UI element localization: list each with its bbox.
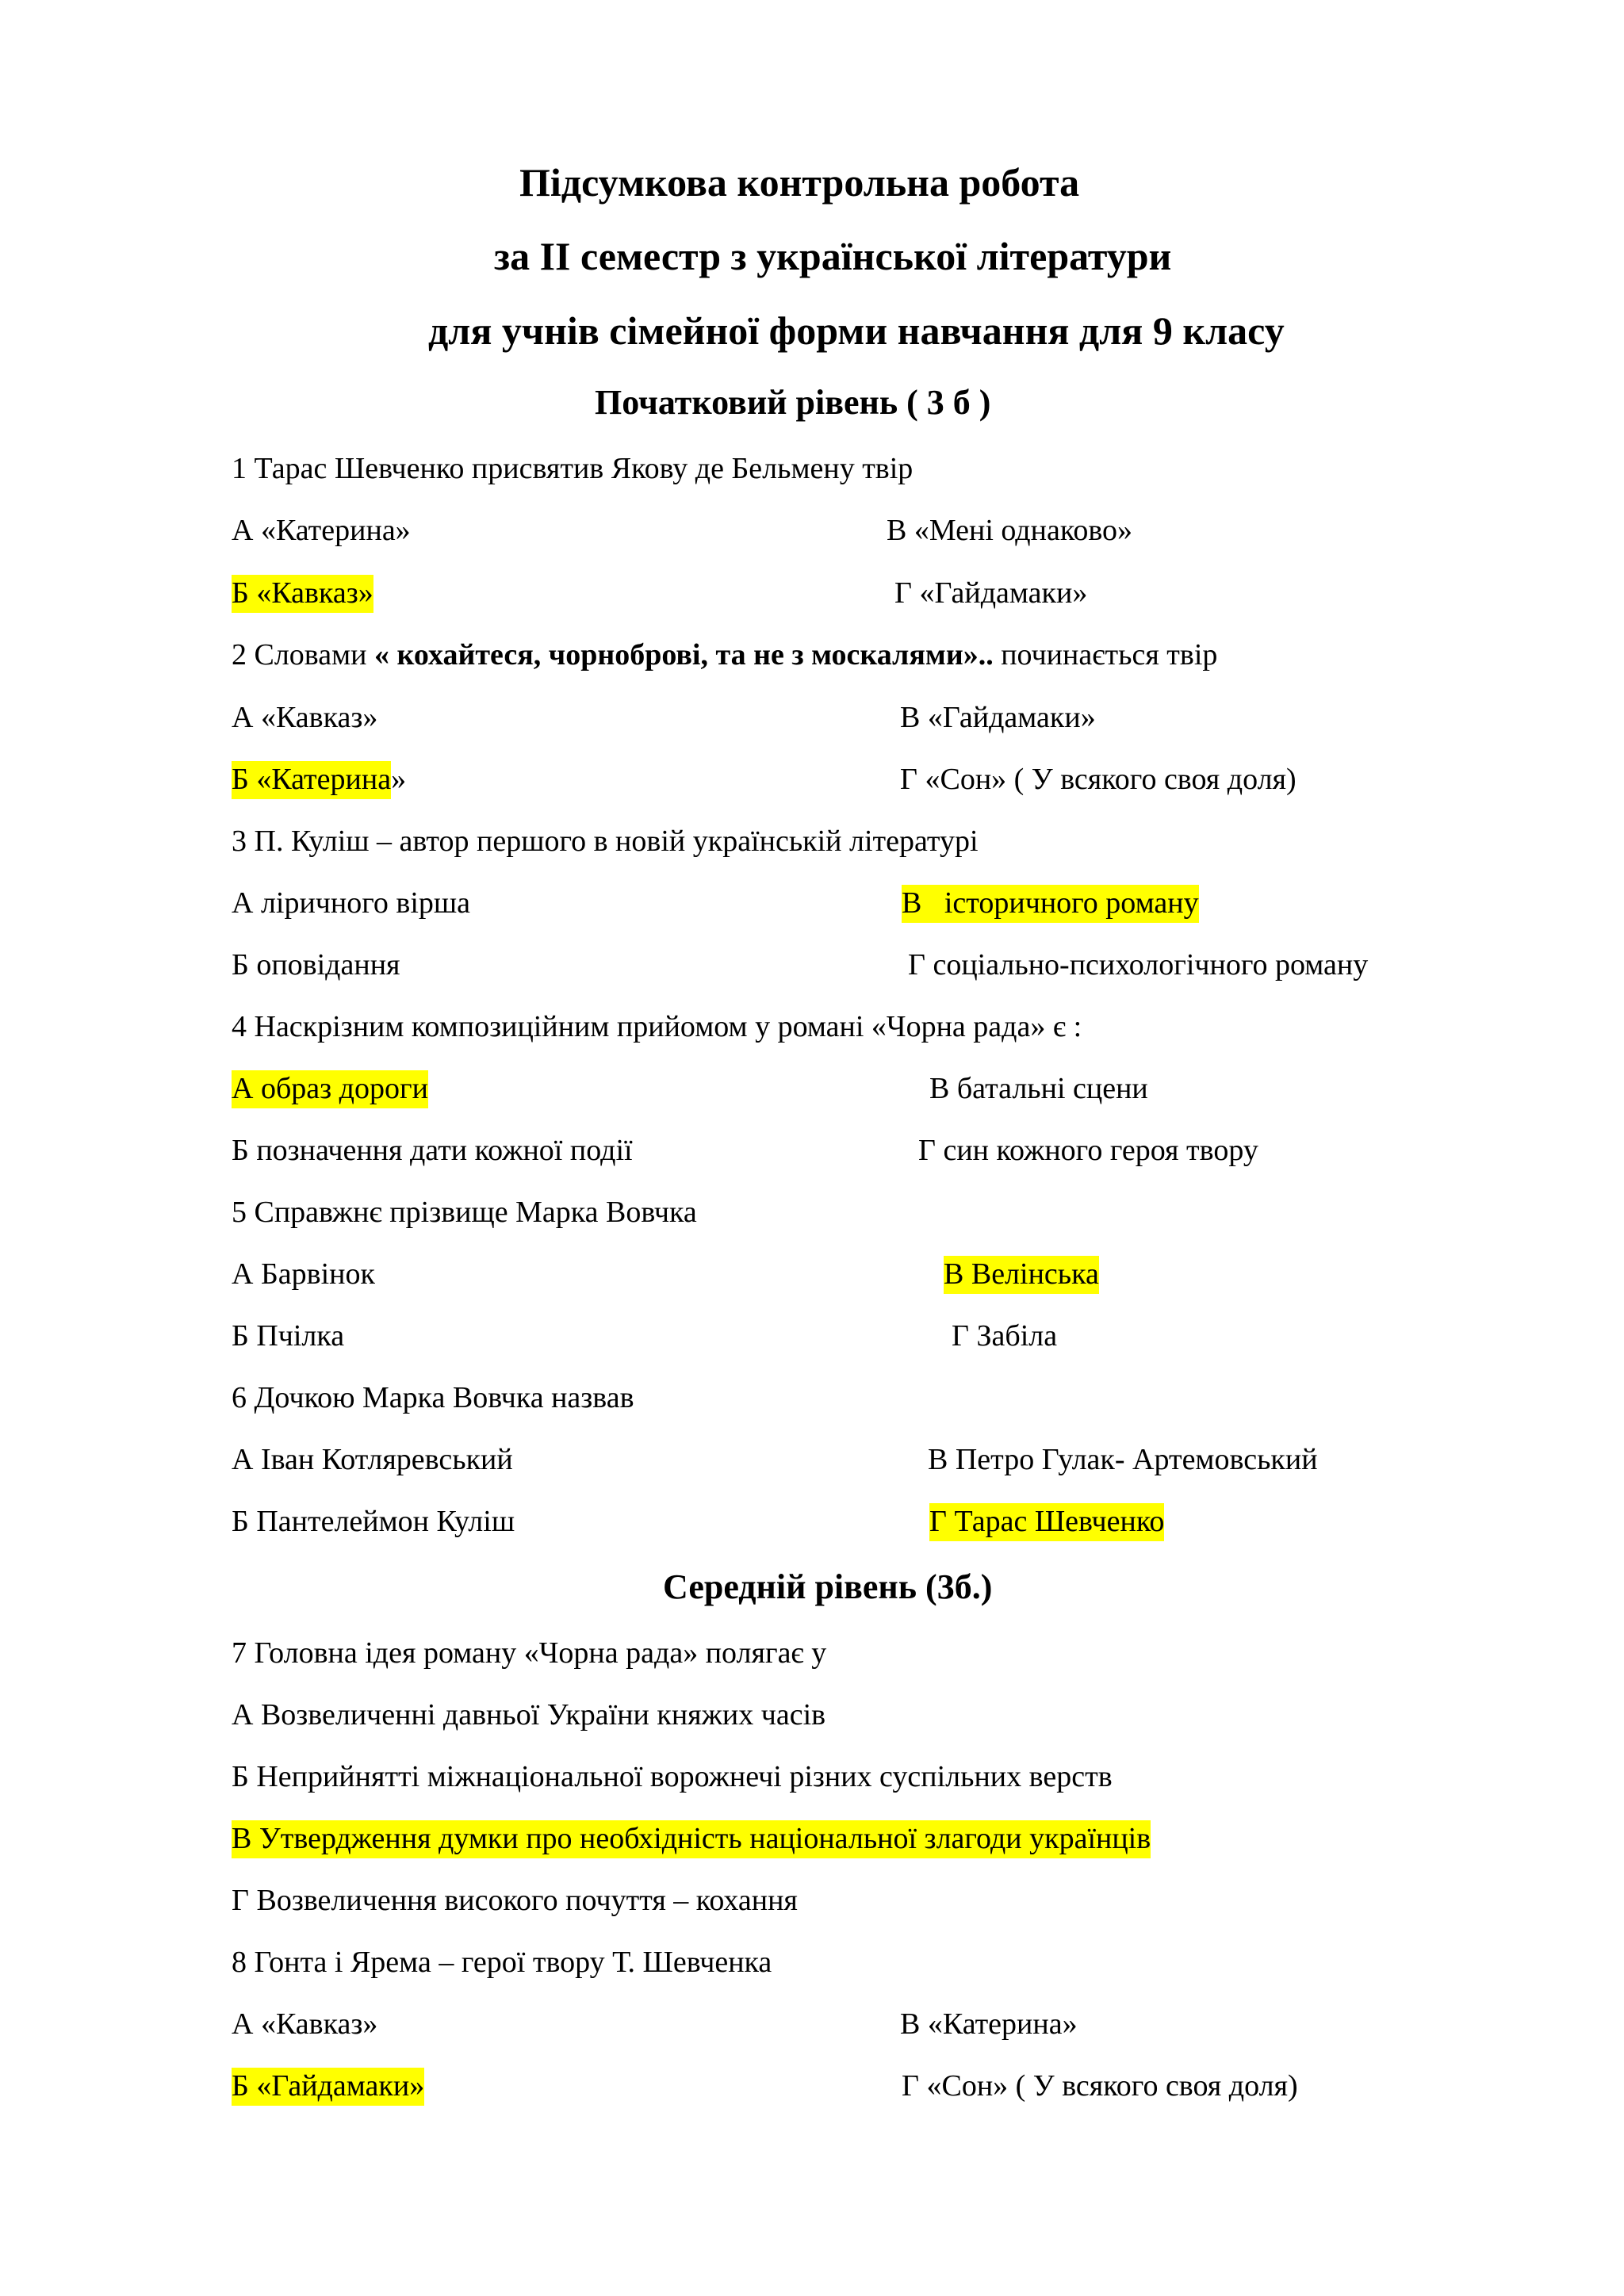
question-3: 3 П. Куліш – автор першого в новій українській літературі — [232, 825, 979, 858]
q7-option-a: А Возвеличенні давньої України княжих часів — [232, 1698, 826, 1732]
q2-option-b-rest: » — [391, 763, 407, 796]
question-6: 6 Дочкою Марка Вовчка назвав — [232, 1381, 634, 1414]
question-1: 1 Тарас Шевченко присвятив Якову де Бельмену твір — [232, 452, 914, 485]
q2-option-b-correct — [232, 764, 406, 794]
q4-option-g: Г син кожного героя твору — [918, 1134, 1258, 1167]
question-4: 4 Наскрізним композиційним прийомом у романі «Чорна рада» є : — [232, 1010, 1082, 1043]
q5-option-b: Б Пчілка — [232, 1319, 345, 1353]
q8-option-b-correct — [232, 2071, 424, 2101]
title-line-2: за ІІ семестр з української літератури — [494, 234, 1172, 278]
q6-option-b: Б Пантелеймон Куліш — [232, 1505, 515, 1538]
q4-option-v: В батальні сцени — [929, 1072, 1148, 1105]
q2-quote: « кохайтеся, чорноброві, та не з москалями».. — [374, 638, 994, 672]
q3-option-b: Б оповідання — [232, 948, 400, 982]
q1-option-a: А «Катерина» — [232, 514, 411, 547]
question-8: 8 Гонта і Ярема – герої твору Т. Шевченка — [232, 1946, 772, 1979]
title-line-3: для учнів сімейної форми навчання для 9 класу — [428, 308, 1285, 353]
q8-option-a: А «Кавказ» — [232, 2007, 378, 2041]
question-5: 5 Справжнє прізвище Марка Вовчка — [232, 1196, 697, 1229]
q2-option-v: В «Гайдамаки» — [900, 701, 1096, 734]
q6-option-v: В Петро Гулак- Артемовський — [928, 1443, 1318, 1476]
section-heading-initial-level: Початковий рівень ( 3 б ) — [595, 383, 991, 422]
q6-option-g-correct — [929, 1506, 1164, 1536]
question-2 — [232, 640, 1217, 670]
answer-highlight: Г Тарас Шевченко — [929, 1503, 1164, 1541]
q7-option-v-correct — [232, 1823, 1151, 1854]
q2-prefix: 2 Словами — [232, 638, 374, 672]
answer-highlight: В Велінська — [944, 1256, 1099, 1294]
q1-option-b-correct — [232, 578, 373, 608]
answer-highlight: Б «Гайдамаки» — [232, 2068, 424, 2106]
answer-highlight: А образ дороги — [232, 1070, 428, 1108]
q3-option-v-correct — [902, 888, 1199, 918]
section-heading-middle-level: Середній рівень (3б.) — [663, 1567, 993, 1606]
q8-option-v: В «Катерина» — [900, 2007, 1078, 2041]
q2-suffix: починається твір — [993, 638, 1218, 672]
q3-option-g: Г соціально-психологічного роману — [908, 948, 1369, 982]
q7-option-g: Г Возвеличення високого почуття – кохання — [232, 1884, 798, 1917]
q5-option-v-correct — [944, 1259, 1099, 1289]
q2-option-g: Г «Сон» ( У всякого своя доля) — [900, 763, 1297, 796]
answer-highlight: В Утвердження думки про необхідність національної злагоди українців — [232, 1820, 1151, 1858]
q5-option-a: А Барвінок — [232, 1257, 375, 1291]
q1-option-v: В «Мені однаково» — [887, 514, 1133, 547]
q7-option-b: Б Неприйнятті міжнаціональної ворожнечі різних суспільних верств — [232, 1760, 1113, 1793]
answer-highlight: Б «Кавказ» — [232, 575, 373, 613]
q6-option-a: А Іван Котляревський — [232, 1443, 513, 1476]
answer-highlight: В історичного роману — [902, 885, 1199, 923]
q1-option-g: Г «Гайдамаки» — [894, 576, 1088, 610]
q4-option-a-correct — [232, 1073, 428, 1104]
answer-highlight: Б «Катерина — [232, 761, 391, 799]
q8-option-g: Г «Сон» ( У всякого своя доля) — [902, 2069, 1298, 2103]
q2-option-a: А «Кавказ» — [232, 701, 378, 734]
q3-option-a: А ліричного вірша — [232, 886, 471, 920]
title-line-1: Підсумкова контрольна робота — [519, 160, 1080, 205]
question-7: 7 Головна ідея роману «Чорна рада» полягає у — [232, 1636, 827, 1670]
q5-option-g: Г Забіла — [952, 1319, 1058, 1353]
q4-option-b: Б позначення дати кожної події — [232, 1134, 633, 1167]
